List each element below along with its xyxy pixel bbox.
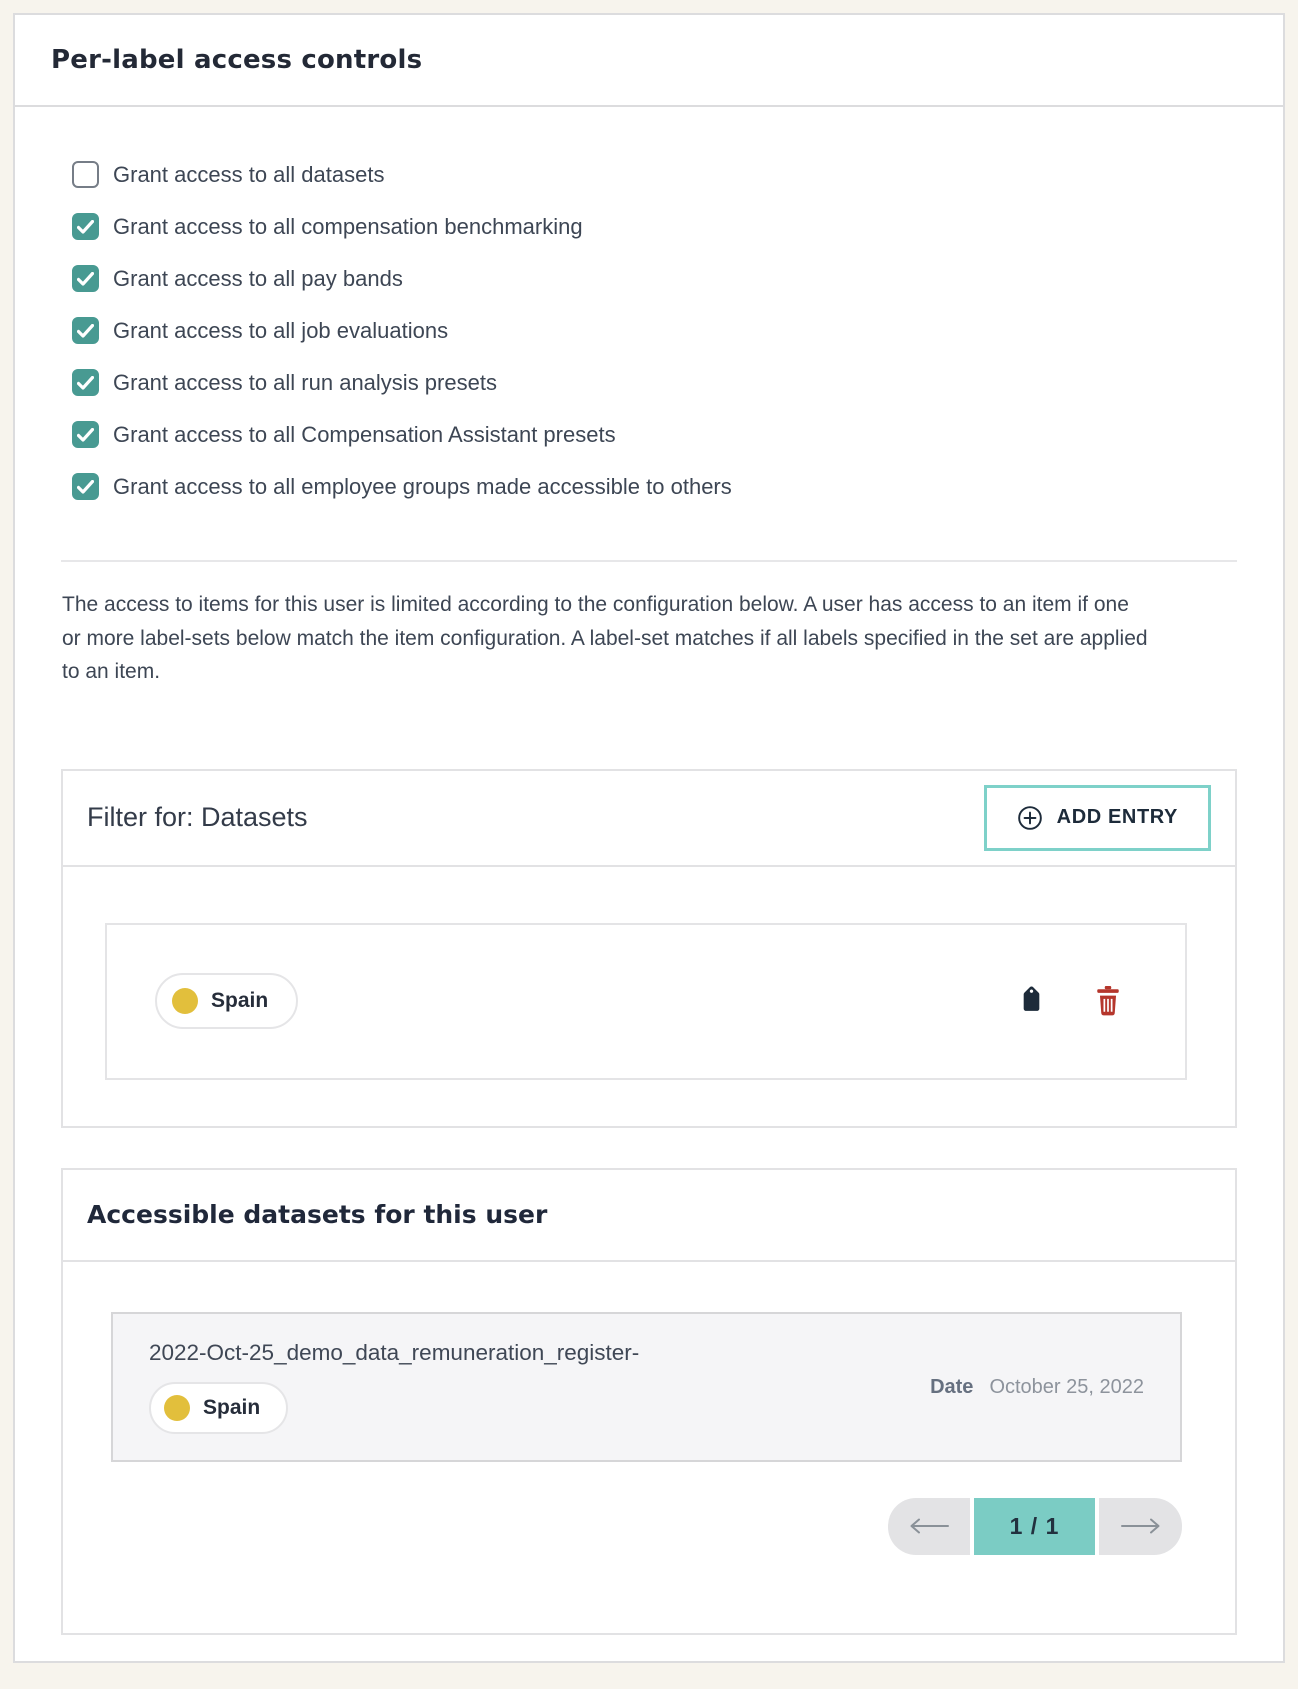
edit-labels-button[interactable] — [1018, 988, 1045, 1015]
checkbox-label: Grant access to all pay bands — [113, 265, 403, 291]
checkbox-grant-job-evaluations[interactable] — [72, 317, 1237, 344]
section-divider — [61, 560, 1237, 562]
delete-entry-button[interactable] — [1095, 986, 1121, 1016]
checkbox-box[interactable] — [72, 161, 99, 188]
checkbox-box[interactable] — [72, 473, 99, 500]
checkbox-label: Grant access to all datasets — [113, 161, 385, 187]
card-header — [15, 15, 1283, 107]
check-icon — [79, 429, 93, 440]
pagination-current-page: 1 / 1 — [974, 1498, 1095, 1555]
access-description-text: The access to items for this user is limited according to the configuration below. A user has access to an item if one or more label-sets below match the item configuration. A label-set matches if all labels specified in the set are applied to an item. — [62, 593, 1148, 684]
card-content — [15, 107, 1283, 1685]
entry-actions — [1018, 986, 1121, 1016]
checkbox-box[interactable] — [72, 369, 99, 396]
datasets-pagination — [111, 1498, 1182, 1555]
checkbox-grant-compensation-benchmarking[interactable] — [72, 213, 1237, 240]
dataset-date-row — [930, 1376, 1144, 1399]
filter-panel-body — [63, 867, 1235, 1126]
label-color-dot — [164, 1395, 190, 1421]
grant-access-checkbox-list — [72, 161, 1237, 500]
dataset-name: 2022-Oct-25_demo_data_remuneration_register- — [149, 1339, 640, 1365]
label-chip-spain — [155, 973, 298, 1029]
per-label-access-controls-card — [13, 13, 1285, 1663]
label-color-dot — [172, 988, 198, 1014]
checkbox-box[interactable] — [72, 317, 99, 344]
checkbox-grant-all-datasets[interactable] — [72, 161, 1237, 188]
accessible-panel-body — [63, 1262, 1235, 1633]
filter-panel-title: Filter for: Datasets — [87, 802, 308, 833]
add-entry-label: ADD ENTRY — [1056, 806, 1178, 829]
pagination-prev-button[interactable] — [888, 1498, 970, 1555]
check-icon — [79, 273, 93, 284]
arrow-left-icon — [908, 1518, 950, 1534]
checkbox-label: Grant access to all compensation benchmarking — [113, 213, 583, 239]
dataset-card[interactable] — [111, 1312, 1182, 1462]
check-icon — [79, 325, 93, 336]
date-value: October 25, 2022 — [989, 1375, 1144, 1398]
trash-icon — [1095, 986, 1121, 1016]
check-icon — [79, 377, 93, 388]
checkbox-box[interactable] — [72, 213, 99, 240]
checkbox-grant-pay-bands[interactable] — [72, 265, 1237, 292]
arrow-right-icon — [1120, 1518, 1162, 1534]
checkbox-label: Grant access to all job evaluations — [113, 317, 449, 343]
accessible-panel-title: Accessible datasets for this user — [87, 1200, 548, 1230]
pagination-next-button[interactable] — [1099, 1498, 1182, 1555]
filter-panel-header — [63, 771, 1235, 867]
checkbox-box[interactable] — [72, 421, 99, 448]
checkbox-grant-compensation-assistant-presets[interactable] — [72, 421, 1237, 448]
label-chip-text: Spain — [211, 989, 269, 1013]
checkbox-grant-employee-groups[interactable] — [72, 473, 1237, 500]
date-label: Date — [930, 1375, 974, 1398]
checkbox-label: Grant access to all employee groups made accessible to others — [113, 473, 732, 499]
label-chip-text: Spain — [203, 1395, 261, 1419]
plus-circle-icon — [1017, 805, 1043, 831]
label-set-entry — [105, 923, 1187, 1080]
tag-icon — [1012, 982, 1050, 1020]
page-title: Per-label access controls — [51, 45, 423, 75]
filter-datasets-panel — [61, 769, 1237, 1128]
checkbox-box[interactable] — [72, 265, 99, 292]
add-entry-button[interactable] — [984, 785, 1211, 851]
check-icon — [79, 221, 93, 232]
checkbox-label: Grant access to all Compensation Assistant presets — [113, 421, 616, 447]
checkbox-label: Grant access to all run analysis presets — [113, 369, 497, 395]
dataset-label-chip-spain — [149, 1382, 288, 1434]
accessible-panel-header — [63, 1170, 1235, 1262]
checkbox-grant-run-analysis-presets[interactable] — [72, 369, 1237, 396]
accessible-datasets-panel — [61, 1168, 1237, 1635]
check-icon — [79, 481, 93, 492]
